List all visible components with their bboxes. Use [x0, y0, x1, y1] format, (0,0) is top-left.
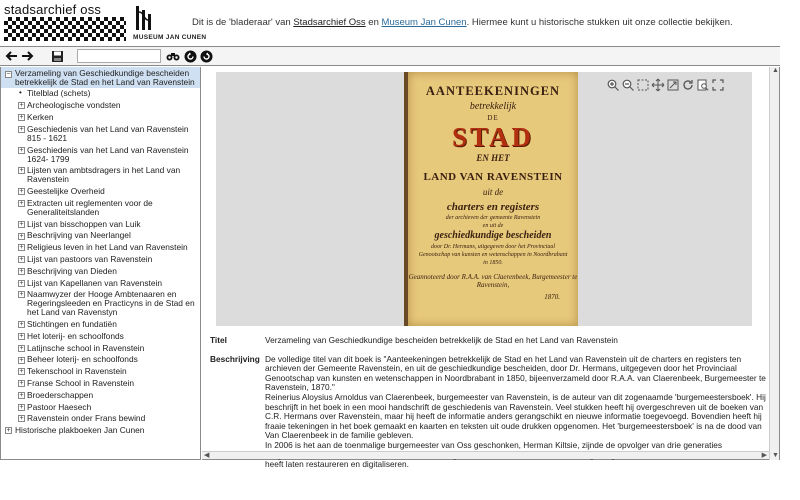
tree-root-label: Verzameling van Geschiedkundige bescheiden betrekkelijk de Stad en het Land van Ravenstein [15, 68, 195, 87]
title-row [210, 336, 772, 346]
tree-item[interactable] [1, 88, 200, 100]
expand-toggle-icon[interactable]: + [19, 188, 24, 196]
book-text: EN HET [476, 153, 510, 163]
tree-item[interactable] [1, 123, 200, 144]
title-key: Titel [210, 335, 227, 345]
description-paragraph: Reinerius Aloysius Arnoldus van Claerenbeek, burgemeester van Ravenstein, is de auteur van dit zogenaamde 'burgemeestersboek'. Hij beschrijft in het boek in een mooi handschrift de geschiedenis van Ravenstein. Veel stukken heeft hij overgeschreven uit de boeken van C.R. Hermans over Ravenstein, maar hij heeft de informatie anders gerangschikt en nieuwe informatie toegevoegd. Bovendien heeft hij fraaie tekeningen in het boek gemaakt en kaarten en teksten uit oude drukken opgenomen. Het 'burgemeestersboek' is na de dood van Van Claerenbeek in de familie gebleven. [265, 391, 766, 441]
tree-item[interactable] [1, 413, 200, 425]
book-text: door Dr. Hermans, uitgegeven door het Provinciaal Genootschap van kunsten en wetenschappen in Noordbrabant in 1850. [418, 244, 568, 266]
tree-item[interactable] [1, 254, 200, 266]
tree-item-label: Archeologische vondsten [27, 100, 121, 111]
museum-logo-label: MUSEUM JAN CUNEN [133, 34, 207, 41]
zoom-in-icon[interactable] [606, 78, 619, 91]
expand-toggle-icon[interactable]: + [19, 220, 24, 228]
tree-root-item[interactable] [1, 425, 200, 437]
tree-item-label: Geschiedenis van het Land van Ravenstein 815 - 1621 [27, 123, 189, 143]
expand-toggle-icon[interactable]: + [19, 415, 24, 423]
tree-item-label: Ravenstein onder Frans bewind [27, 413, 146, 424]
book-text: DE [487, 114, 499, 122]
refresh-icon[interactable] [681, 78, 694, 91]
scroll-down-icon[interactable]: ▼ [772, 452, 779, 459]
stadsarchief-link[interactable]: Stadsarchief Oss [293, 17, 366, 28]
rotate-left-icon[interactable] [183, 48, 197, 64]
tree-item-label: Titelblad (schets) [27, 88, 91, 99]
stadsarchief-logo-text[interactable]: stadsarchief oss [4, 2, 102, 17]
tree-item-label: Extracten uit reglementen voor de Generaliteitslanden [27, 197, 153, 217]
tree-item-label: Naamwyzer der Hooge Ambtenaaren en Regeringsleeden en Practicyns in de Stad en het Land van Ravenstyn [27, 289, 195, 318]
tree-item[interactable] [1, 401, 200, 413]
zoom-controls [606, 78, 724, 92]
book-text: AANTEEKENINGEN [425, 84, 561, 98]
expand-toggle-icon[interactable]: + [19, 403, 24, 411]
intro-text [192, 17, 733, 28]
expand-toggle-icon[interactable]: + [19, 321, 24, 329]
header [0, 0, 800, 45]
tree-root-item[interactable] [1, 67, 200, 88]
tree-item-label: Het loterij- en schoolfonds [27, 330, 124, 341]
tree-item[interactable] [1, 218, 200, 230]
expand-toggle-icon[interactable]: + [19, 114, 24, 122]
tree-item[interactable] [1, 100, 200, 112]
tree-item-label: Geestelijke Overheid [27, 186, 105, 197]
tree-item-label: Latijnsche school in Ravenstein [27, 342, 145, 353]
tree-root-label: Historische plakboeken Jan Cunen [15, 425, 145, 436]
tree-item-label: Franse School in Ravenstein [27, 378, 135, 389]
expand-toggle-icon[interactable]: + [19, 333, 24, 340]
tree-item-label: Tekenschool in Ravenstein [27, 366, 127, 377]
tree-item-label: Pastoor Haesech [27, 401, 92, 412]
expand-toggle-icon[interactable]: + [19, 125, 24, 133]
zoom-out-icon[interactable] [621, 78, 634, 91]
book-text: LAND VAN RAVENSTEIN [423, 171, 563, 183]
book-text: STAD [451, 122, 535, 152]
fullscreen-icon[interactable] [711, 78, 724, 91]
expand-toggle-icon[interactable]: + [19, 167, 24, 175]
expand-toggle-icon[interactable]: + [19, 291, 24, 299]
expand-toggle-icon[interactable]: + [19, 368, 24, 376]
tree-item[interactable] [1, 366, 200, 378]
tree-item[interactable] [1, 144, 200, 165]
tree-item-label: Beschrijving van Dieden [27, 265, 117, 276]
rotate-right-icon[interactable] [199, 48, 213, 64]
tree-item[interactable] [1, 378, 200, 390]
tree-item-label: Broederschappen [27, 389, 94, 400]
tree-item-label: Lijsten van ambtsdragers in het Land van Ravenstein [27, 165, 181, 185]
expand-toggle-icon[interactable]: + [19, 256, 24, 264]
bullet-icon: • [19, 88, 22, 97]
book-text: betrekkelijk [469, 101, 517, 112]
museum-jan-cunen-logo[interactable] [133, 6, 207, 42]
tree-item[interactable] [1, 277, 200, 289]
arrow-left-icon[interactable] [4, 48, 18, 64]
vertical-scrollbar[interactable] [769, 67, 779, 460]
tree-item[interactable] [1, 165, 200, 186]
tree-item[interactable] [1, 354, 200, 366]
expand-toggle-icon[interactable]: + [19, 232, 24, 240]
expand-toggle-icon[interactable]: + [6, 427, 11, 435]
title-value: Verzameling van Geschiedkundige bescheiden betrekkelijk de Stad en het Land van Ravenstein [265, 335, 618, 345]
tree-item[interactable] [1, 319, 200, 331]
expand-toggle-icon[interactable]: + [19, 279, 24, 287]
expand-toggle-icon[interactable]: + [19, 244, 24, 252]
horizontal-scrollbar[interactable] [202, 451, 769, 459]
description-paragraph: De volledige titel van dit boek is "Aanteekeningen betrekkelijk de Stad en het Land van Ravenstein uit de charters en registers ten archieven der Gemeente Ravenstein, en uit de geschiedkundige bescheiden, door Dr. Hermans, uitgegeven door het Provinciaal Genootschap van kunsten en wetenschappen in Noordbrabant in 1850, bijeenverzameld door R.A.A. van Claerenbeek, Burgemeester te Ravenstein, 1870." [265, 353, 766, 393]
book-text: charters en registers [446, 201, 540, 213]
description-key: Beschrijving [210, 353, 260, 364]
tree-item[interactable] [1, 389, 200, 401]
tree-item-label: Beheer loterij- en schoolfonds [27, 354, 138, 365]
tree-item-label: Stichtingen en fundatiën [27, 319, 117, 330]
toolbar [0, 46, 780, 66]
tree-item[interactable] [1, 331, 200, 343]
expand-toggle-icon[interactable]: + [19, 199, 24, 207]
tree-item[interactable] [1, 197, 200, 218]
binoculars-icon[interactable] [166, 48, 180, 64]
expand-toggle-icon[interactable]: + [19, 146, 24, 154]
stadsarchief-logo-pattern[interactable] [4, 17, 126, 41]
museum-link[interactable]: Museum Jan Cunen [381, 17, 467, 28]
book-text: geschiedkundige bescheiden [434, 230, 552, 241]
intro-part: en [365, 17, 382, 28]
tree-item-label: Lijst van pastoors van Ravenstein [27, 253, 153, 264]
document-viewer [202, 67, 780, 470]
tree-item[interactable] [1, 242, 200, 254]
expand-toggle-icon[interactable]: + [19, 267, 24, 275]
tree-item-label: Geschiedenis van het Land van Ravenstein 1624- 1799 [27, 144, 189, 164]
expand-toggle-icon[interactable]: + [19, 356, 24, 364]
tree-item[interactable] [1, 230, 200, 242]
book-text: uit de [482, 187, 504, 197]
description-paragraph: In 2006 is het aan de toenmalige burgemeester van Oss geschonken, Herman Kiltsie, zijnde de opvolger van drie generaties heeft laten restaureren en digitaliseren. [265, 439, 723, 470]
book-text: der archieven der gemeente Ravenstein [445, 215, 541, 221]
collapse-toggle-icon[interactable]: − [6, 71, 11, 78]
tree-item[interactable] [1, 112, 200, 124]
tree-item-label: Beschrijving van Neerlangel [27, 230, 131, 241]
tree-item-label: Lijst van Kapellanen van Ravenstein [27, 277, 163, 288]
fit-icon[interactable] [666, 78, 679, 91]
tree-item[interactable] [1, 186, 200, 198]
scroll-left-icon[interactable]: ◀ [204, 452, 210, 459]
tree-item-label: Kerken [27, 111, 54, 122]
book-text: en uit de [482, 223, 504, 229]
museum-logo-mark [135, 6, 153, 32]
select-zoom-icon[interactable] [636, 78, 649, 91]
intro-part: Dit is de 'bladeraar' van [192, 17, 294, 28]
image-viewport[interactable] [216, 72, 752, 326]
intro-part: . Hiermee kunt u historische stukken uit onze collectie bekijken. [466, 17, 733, 28]
scroll-right-icon[interactable]: ▶ [761, 452, 767, 459]
tree-item-label: Religieus leven in het Land van Ravenstein [27, 242, 188, 253]
tree-item[interactable] [1, 342, 200, 354]
scroll-up-icon[interactable]: ▲ [772, 67, 779, 74]
tree-list [1, 67, 200, 437]
save-icon[interactable] [50, 48, 64, 64]
expand-toggle-icon[interactable]: + [19, 391, 24, 399]
book-text: Geannoteerd door R.A.A. van Claerenbeek, Burgemeester te Ravenstein, [408, 273, 578, 289]
metadata-panel [210, 336, 772, 470]
collection-tree [0, 67, 201, 460]
expand-toggle-icon[interactable]: + [19, 102, 24, 110]
zoom-page-icon[interactable] [696, 78, 709, 91]
expand-toggle-icon[interactable]: + [19, 344, 24, 352]
arrow-right-icon[interactable] [20, 48, 34, 64]
tree-item-label: Lijst van bisschoppen van Luik [27, 218, 141, 229]
tree-item[interactable] [1, 265, 200, 277]
expand-toggle-icon[interactable]: + [19, 380, 24, 388]
book-cover-image[interactable] [404, 72, 578, 326]
search-input[interactable] [77, 49, 161, 63]
tree-item[interactable] [1, 289, 200, 319]
book-text: 1870. [544, 293, 560, 301]
pan-icon[interactable] [651, 78, 664, 91]
